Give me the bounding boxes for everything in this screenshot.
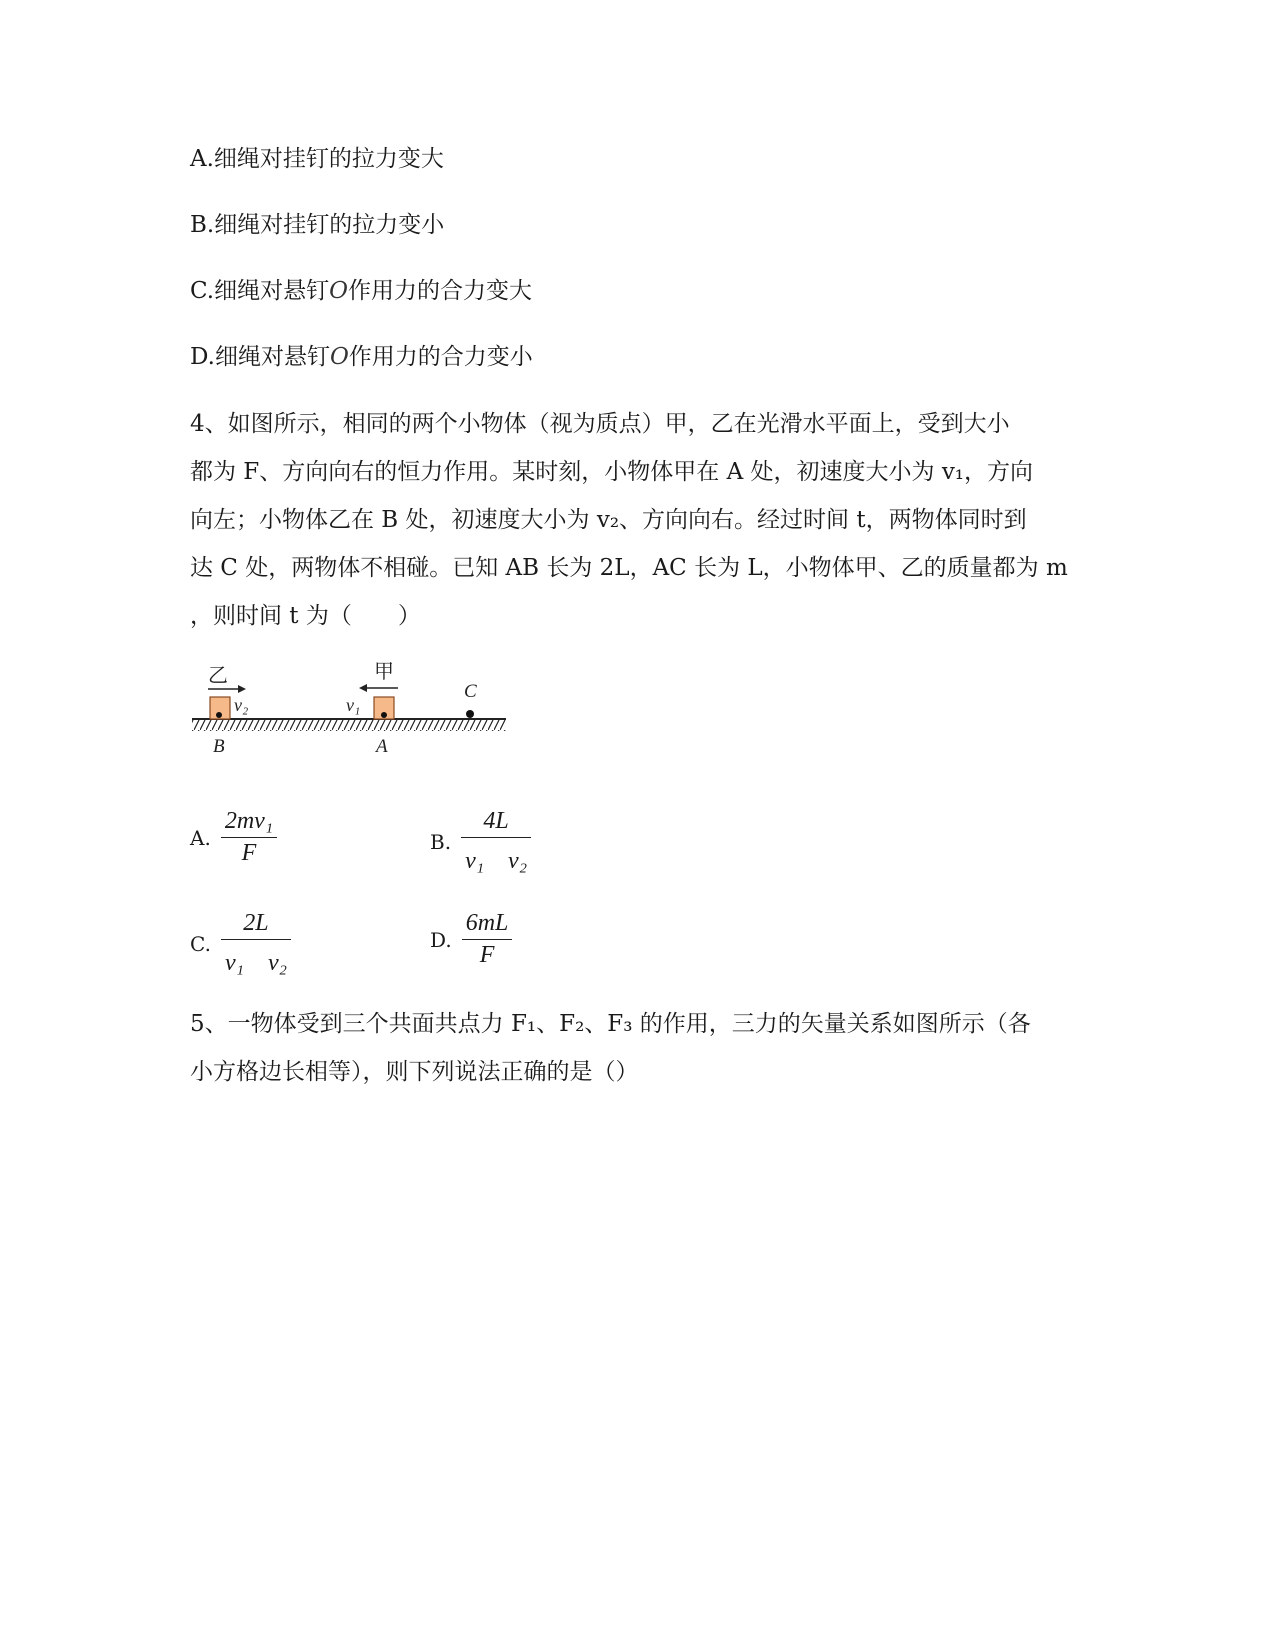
label-jia: 甲: [374, 661, 394, 683]
label-C: C: [464, 681, 477, 702]
point-c: [466, 710, 474, 718]
q4-stem-line-1: 4、如图所示，相同的两个小物体（视为质点）甲，乙在光滑水平面上，受到大小: [190, 411, 1010, 437]
block-jia-center-dot: [381, 712, 387, 718]
q3-option-d: D.细绳对悬钉O作用力的合力变小: [190, 344, 533, 370]
q4-option-b: B. $\frac{4L}{\text{v₁ v₂}}$: [430, 808, 531, 875]
q5-stem: [190, 1000, 1090, 1096]
q3-option-c: C.细绳对悬钉O作用力的合力变大: [190, 278, 532, 304]
arrow-v2-head: [238, 685, 246, 693]
block-yi-center-dot: [216, 712, 222, 718]
fraction: $\frac{\text{2mv₁}}{F}$: [221, 808, 277, 867]
q3-option-a: A.细绳对挂钉的拉力变大: [190, 146, 444, 172]
q3-option-b: B.细绳对挂钉的拉力变小: [190, 212, 445, 238]
fraction: $\frac{6mL}{F}$: [462, 910, 513, 969]
ground-hatching: [192, 720, 506, 731]
arrow-v1-head: [359, 684, 367, 692]
q5-stem-line-1: 5、一物体受到三个共面共点力 F₁、F₂、F₃ 的作用，三力的矢量关系如图所示（各: [190, 1011, 1031, 1037]
q4-option-d: D. $\frac{6mL}{F}$: [430, 910, 512, 969]
q4-option-c: C. $\frac{2L}{\text{v₁ v₂}}$: [190, 910, 291, 977]
q4-stem-line-4: 达 C 处，两物体不相碰。已知 AB 长为 2L，AC 长为 L，小物体甲、乙的质量都为 m: [190, 555, 1068, 581]
fraction: $\frac{4L}{\text{v₁ v₂}}$: [461, 808, 531, 875]
label-v1: v₁: [346, 695, 361, 715]
q4-stem-line-2: 都为 F、方向向右的恒力作用。某时刻，小物体甲在 A 处，初速度大小为 v₁，方向: [190, 459, 1034, 485]
label-v2: v₂: [234, 695, 249, 715]
label-B: B: [213, 736, 225, 757]
q4-stem-line-3: 向左；小物体乙在 B 处，初速度大小为 v₂、方向向右。经过时间 t，两物体同时到: [190, 507, 1027, 533]
q5-stem-line-2: 小方格边长相等），则下列说法正确的是（）: [190, 1059, 639, 1085]
q4-stem-line-5: ，则时间 t 为（ ）: [190, 603, 421, 629]
q4-stem: [190, 400, 1090, 640]
label-yi: 乙: [208, 665, 228, 687]
label-A: A: [376, 736, 388, 757]
fraction: $\frac{2L}{\text{v₁ v₂}}$: [221, 910, 291, 977]
q4-figure: [188, 660, 518, 760]
q4-option-a: A. $\frac{\text{2mv₁}}{F}$: [190, 808, 277, 867]
